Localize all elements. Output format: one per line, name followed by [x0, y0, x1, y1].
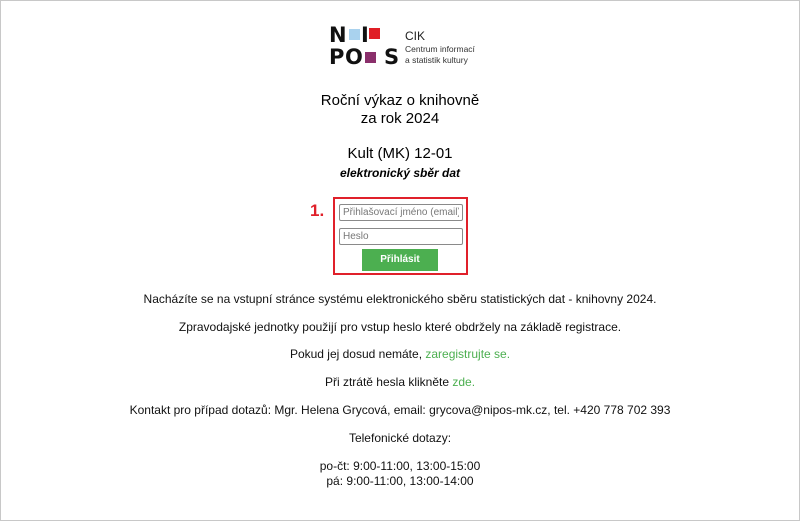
logo-letter-i: I — [361, 23, 369, 47]
units-text: Zpravodajské jednotky použijí pro vstup heslo které obdržely na základě registrace. — [178, 320, 622, 334]
register-link[interactable]: zaregistrujte se. — [425, 347, 511, 361]
cik-title: CIK — [405, 29, 426, 43]
page-title-year: za rok 2024 — [360, 110, 440, 127]
cik-subtitle-line2: a statistik kultury — [405, 55, 468, 65]
form-code: Kult (MK) 12-01 — [347, 145, 453, 162]
hours-mon-thu: po-čt: 9:00-11:00, 13:00-15:00 — [319, 459, 481, 473]
intro-text: Nacházíte se na vstupní stránce systému elektronického sběru statistických dat - knihovny 2024. — [143, 292, 657, 306]
logo-letter-n: N — [329, 23, 347, 47]
lost-password-link[interactable]: zde. — [452, 375, 476, 389]
step-marker: 1. — [310, 201, 325, 220]
lost-password-line — [0, 375, 800, 389]
logo-square-blue — [349, 29, 360, 40]
page-title: Roční výkaz o knihovně — [320, 92, 480, 109]
logo-square-purple — [365, 52, 376, 63]
page-subtitle: elektronický sběr dat — [339, 166, 461, 180]
login-button[interactable]: Přihlásit — [362, 249, 438, 271]
register-line — [0, 347, 800, 361]
cik-subtitle — [405, 44, 495, 66]
register-prefix: Pokud jej dosud nemáte, — [289, 347, 426, 361]
logo-letter-p: P — [329, 45, 345, 69]
username-input[interactable] — [339, 204, 463, 221]
hours-fri: pá: 9:00-11:00, 13:00-14:00 — [326, 474, 474, 488]
logo-letter-s: S — [384, 45, 400, 69]
logo-square-red — [369, 28, 380, 39]
cik-subtitle-line1: Centrum informací — [405, 44, 475, 54]
login-form — [333, 197, 468, 275]
lost-password-prefix: Při ztrátě hesla klikněte — [324, 375, 453, 389]
phone-heading: Telefonické dotazy: — [348, 431, 452, 445]
logo-letter-o: O — [345, 45, 363, 69]
password-input[interactable] — [339, 228, 463, 245]
contact-text: Kontakt pro případ dotazů: Mgr. Helena Grycová, email: grycova@nipos-mk.cz, tel. +420 778 702 393 — [129, 403, 671, 417]
